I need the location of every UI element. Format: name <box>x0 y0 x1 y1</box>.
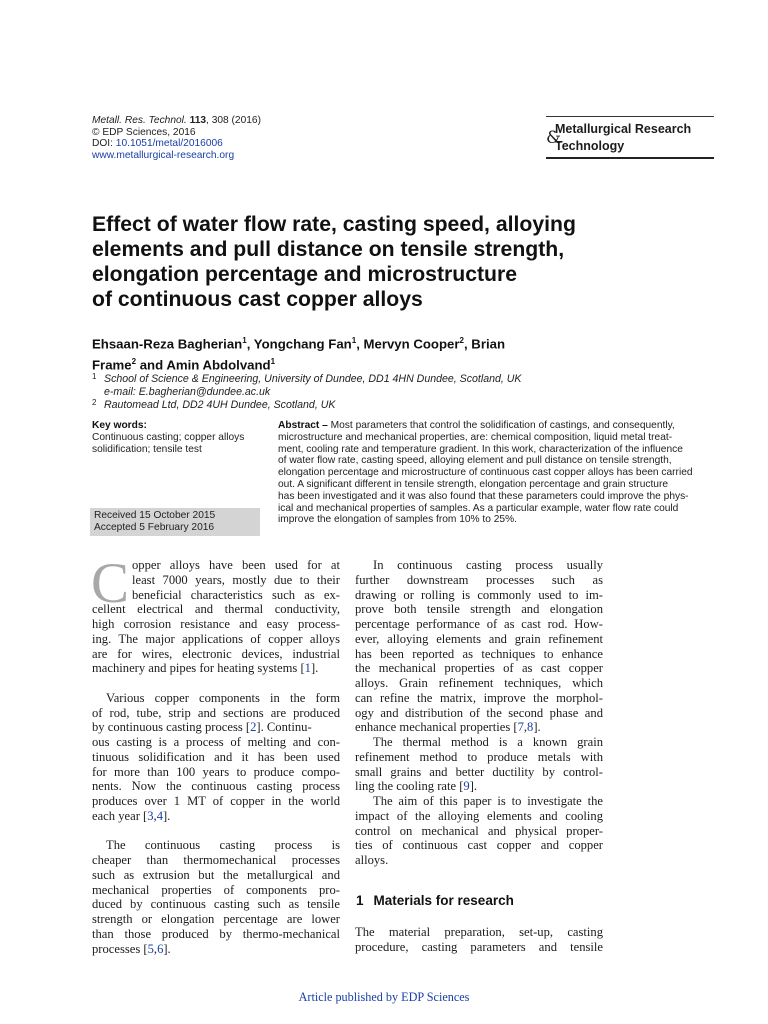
body-line: ous casting is a process of melting and con- <box>92 735 340 749</box>
body-line: produces over 1 MT of copper in the world <box>92 794 340 808</box>
body-line: strength or elongation percentage are lower <box>92 912 340 926</box>
citation-link[interactable]: 2 <box>250 720 257 735</box>
body-line: of rod, tube, strip and sections are produced <box>92 705 340 720</box>
body-column-right: In continuous casting process usually further downstream processes such as drawing or rolling is commonly used to im- prove both tensile strength and elongation percentage performance of as cast rod. How- ever, alloying elements and grain refinement has been reported as techniques to enhance the mechanical properties of as cast copper alloys. Grain refinement techniques, which can refine the matrix, improve the morphol- ogy and distribution of the second phase and enhance mechanical properties [7,8]. The thermal method is a known grain refinement method to produce metals with small grains and better ductility by control- ling the cooling rate [9]. The aim of this paper is to investigate the impact of the alloying elements and cooling control on mechanical and physical proper- ties of continuous cast copper and copper alloys. <box>355 558 603 867</box>
author-affil-mark: 1 <box>242 336 247 345</box>
body-line: alloys. <box>355 853 389 867</box>
paper-title <box>92 212 692 312</box>
author-name: and Amin Abdolvand <box>136 357 271 373</box>
body-line: mechanical properties of components pro- <box>92 882 340 897</box>
body-text: ]. <box>533 720 541 735</box>
keywords-block <box>92 420 262 456</box>
body-line: The aim of this paper is to investigate the <box>373 794 603 808</box>
affil-text: Rautomead Ltd, DD2 4UH Dundee, Scotland, UK <box>104 398 336 411</box>
body-line: percentage performance of as cast rod. How- <box>355 617 603 631</box>
body-line: In continuous casting process usually <box>373 558 603 572</box>
affil-text: School of Science & Engineering, University of Dundee, DD1 4HN Dundee, Scotland, UK <box>104 373 522 385</box>
body-text: ]. <box>163 941 171 956</box>
affiliations <box>92 373 522 411</box>
citation-link[interactable]: 3 <box>147 808 154 823</box>
doi-label: DOI: <box>92 138 116 150</box>
abstract-line: improve the elongation of samples from 10% to 25%. <box>278 514 517 526</box>
citation-link[interactable]: 6 <box>157 941 164 956</box>
body-line: machinery and pipes for heating systems [ <box>92 661 305 676</box>
abstract-heading: Abstract – <box>278 420 328 431</box>
body-line: The material preparation, set-up, casting <box>355 925 603 939</box>
affil-number: 2 <box>92 397 97 407</box>
author-affil-mark: 1 <box>270 356 276 366</box>
website-link[interactable]: www.metallurgical-research.org <box>92 149 235 161</box>
title-line: of continuous cast copper alloys <box>92 288 423 311</box>
author-affil-mark: 1 <box>351 336 357 345</box>
body-line: The thermal method is a known grain <box>373 735 603 749</box>
body-line: ogy and distribution of the second phase and <box>355 705 603 720</box>
publisher-footer-link[interactable]: Article published by EDP Sciences <box>298 990 470 1004</box>
logo-line-2: Technology <box>555 139 625 153</box>
body-line: processes [ <box>92 941 148 956</box>
body-text: ]. <box>162 808 171 823</box>
journal-abbrev: Metall. Res. Technol. <box>92 115 187 126</box>
article-suffix: , 308 (2016) <box>206 115 261 126</box>
body-line: The continuous casting process is <box>106 838 340 853</box>
abstract-line: ical and mechanical properties of samples. As a particular example, water flow rate could <box>278 502 679 514</box>
body-line: least 7000 years, mostly due to their <box>132 572 340 587</box>
logo-line-1: Metallurgical Research <box>555 122 692 136</box>
doi-link[interactable]: 10.1051/metal/2016006 <box>115 138 223 150</box>
abstract-line: elongation percentage and microstructure of continuous cast copper alloys has been carried <box>278 467 693 479</box>
body-line: tinuous solidification and it has been used <box>92 749 340 764</box>
volume: 113 <box>189 115 207 126</box>
body-line: Various copper components in the form <box>106 690 340 705</box>
body-line: cellent electrical and thermal conductivity, <box>92 602 340 617</box>
body-line: ties of continuous cast copper and copper <box>355 838 603 853</box>
body-text: ]. <box>469 779 478 794</box>
body-line: beneficial characteristics such as ex- <box>132 587 340 602</box>
citation-link[interactable]: 8 <box>527 720 534 735</box>
body-line: drawing or rolling is commonly used to im- <box>355 587 603 602</box>
body-line: high corrosion resistance and easy process- <box>92 617 340 631</box>
body-line: cheaper than thermomechanical processes <box>92 853 340 867</box>
accepted-date: Accepted 5 February 2016 <box>94 522 215 533</box>
abstract-line: out. A significant different in tensile strength, elongation percentage and grain structure <box>278 478 669 490</box>
author-name: , Yongchang Fan <box>246 336 352 352</box>
section-heading <box>356 893 514 908</box>
body-line: the mechanical properties of as cast copper <box>355 661 603 676</box>
body-line: alloys. Grain refinement techniques, which <box>355 676 603 690</box>
author-name: Frame <box>92 357 132 373</box>
section-title: Materials for research <box>373 893 514 908</box>
body-line: ling the cooling rate [ <box>355 779 464 794</box>
keywords-heading: Key words: <box>92 420 147 431</box>
body-line: small grains and better ductility by control- <box>355 764 603 779</box>
title-line: elements and pull distance on tensile strength, <box>92 238 565 261</box>
author-name: , Mervyn Cooper <box>356 336 460 352</box>
body-line: enhance mechanical properties [ <box>355 720 518 735</box>
author-list <box>92 332 692 374</box>
body-line: opper alloys have been used for at <box>132 558 340 572</box>
body-line: each year [ <box>92 808 148 823</box>
title-line: elongation percentage and microstructure <box>92 263 518 286</box>
copyright: © EDP Sciences, 2016 <box>92 126 196 138</box>
abstract-line: ment, cooling rate and temperature gradient. In this work, characterization of the influence <box>278 443 683 455</box>
citation-link[interactable]: 7 <box>517 720 524 735</box>
body-column-left: opper alloys have been used for at least 7000 years, mostly due to their beneficial characteristics such as ex- cellent electrical and thermal conductivity, high corrosion resistance and easy process- ing. The major applications of copper alloys are for wires, electronic devices, industrial machinery and pipes for heating systems [1]. Various copper components in the form of rod, tube, strip and sections are produced by continuous casting process [2]. Continu- ous casting is a process of melting and con- tinuous solidification and it has been used for more than 100 years to produce compo- nents. Now the continuous casting process produces over 1 MT of copper in the world each year [3,4]. The continuous casting process is cheaper than thermomechanical processes such as extrusion but the metallurgical and mechanical properties of components pro- duced by continuous casting such as tensile strength or elongation percentage are lower than those produced by thermo-mechanical processes [5,6]. <box>92 558 340 956</box>
abstract <box>278 420 714 526</box>
citation-link[interactable]: 9 <box>463 779 470 794</box>
keywords-line: Continuous casting; copper alloys <box>92 432 245 443</box>
drop-cap: C <box>91 552 130 615</box>
citation-link[interactable]: 4 <box>156 808 163 823</box>
citation-link[interactable]: 1 <box>304 661 311 676</box>
body-line: has been reported as techniques to enhance <box>355 646 603 661</box>
abstract-line: Most parameters that control the solidification of castings, and consequently, <box>327 420 675 431</box>
body-line: ing. The major applications of copper alloys <box>92 631 340 646</box>
received-date: Received 15 October 2015 <box>94 510 216 521</box>
author-affil-mark: 2 <box>459 336 464 345</box>
affil-number: 1 <box>92 372 97 381</box>
body-line: duced by continuous casting such as tensile <box>92 897 340 912</box>
body-line: can refine the matrix, improve the morphol- <box>355 690 603 705</box>
body-line: control on mechanical and physical proper- <box>355 823 603 838</box>
section-number: 1 <box>356 893 364 908</box>
abstract-line: has been investigated and it was also found that these parameters could improve the phys- <box>278 490 689 502</box>
author-affil-mark: 2 <box>131 356 137 366</box>
author-name: , Brian <box>463 336 506 352</box>
body-line: are for wires, electronic devices, industrial <box>92 646 340 661</box>
body-line: nents. Now the continuous casting process <box>92 779 340 794</box>
body-text: ]. Continu- <box>256 720 312 735</box>
body-line: further downstream processes such as <box>355 572 603 587</box>
abstract-line: microstructure and mechanical properties, are: chemical composition, liquid metal treat- <box>278 431 673 443</box>
body-line: for more than 100 years to produce compo- <box>92 764 340 779</box>
body-line: by continuous casting process [ <box>92 720 251 735</box>
author-email[interactable]: e-mail: E.bagherian@dundee.ac.uk <box>104 385 271 398</box>
body-text: ]. <box>310 661 319 676</box>
body-line: prove both tensile strength and elongation <box>355 602 603 617</box>
journal-logo <box>546 116 714 158</box>
body-column-right-continued <box>355 925 603 955</box>
body-line: impact of the alloying elements and cooling <box>355 808 603 823</box>
citation-link[interactable]: 5 <box>147 941 154 956</box>
body-line: refinement method to produce metals with <box>355 749 603 764</box>
body-line: procedure, casting parameters and tensile <box>355 939 603 954</box>
body-line: ever, alloying elements and grain refinement <box>355 631 603 646</box>
logo-top-rule <box>546 116 714 117</box>
keywords-line: solidification; tensile test <box>92 444 202 455</box>
logo-ampersand: & <box>546 128 562 148</box>
citation-block <box>92 115 261 161</box>
title-line: Effect of water flow rate, casting speed, alloying <box>92 213 576 236</box>
logo-bottom-rule <box>546 157 714 159</box>
body-line: than those produced by thermo-mechanical <box>92 926 340 941</box>
author-name: Ehsaan-Reza Bagherian <box>92 336 243 352</box>
abstract-line: of water flow rate, casting speed, alloying element and pull distance on tensile strength, <box>278 455 672 467</box>
dates-box <box>90 508 260 536</box>
body-line: such as extrusion but the metallurgical and <box>92 867 340 882</box>
